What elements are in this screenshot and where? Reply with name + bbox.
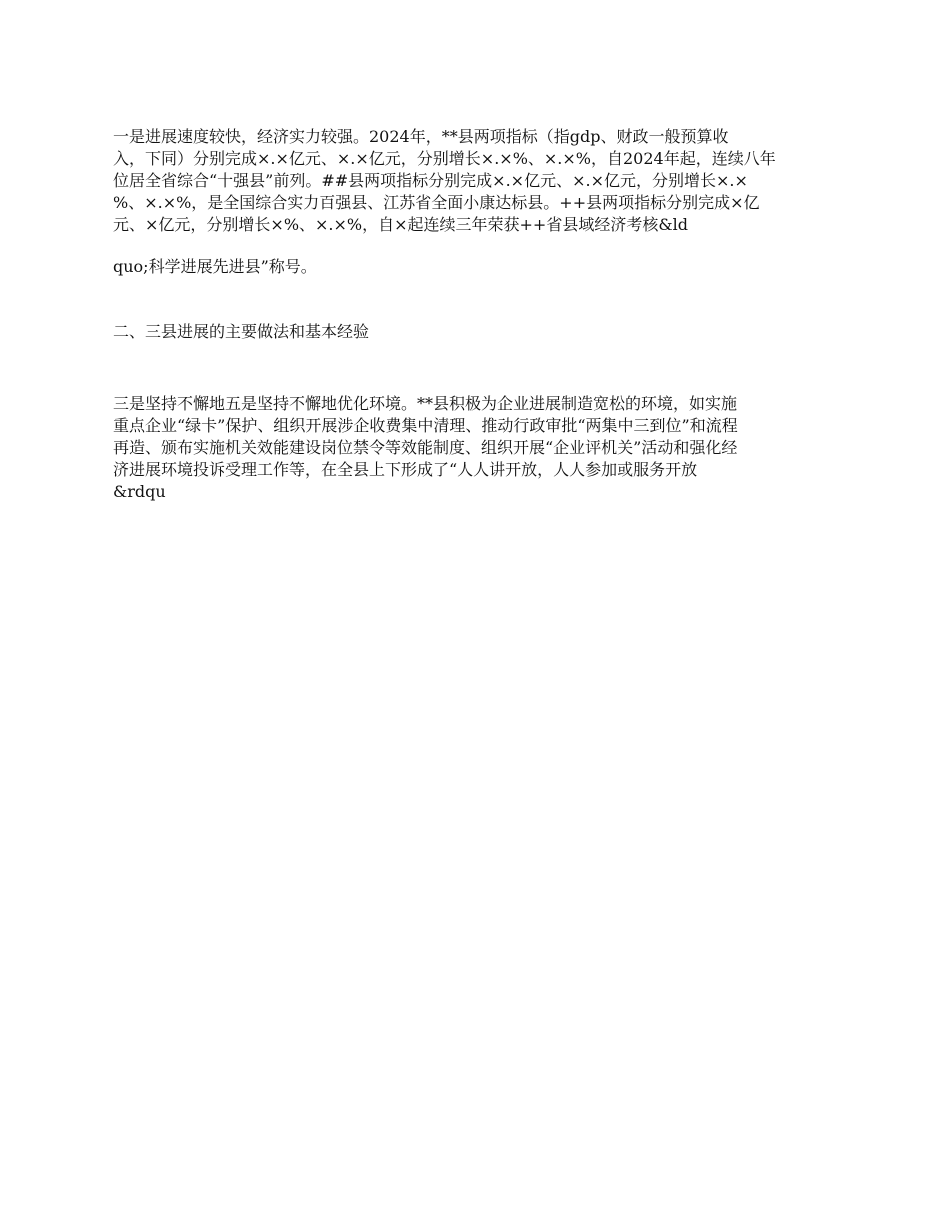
- paragraph-line: 一是进展速度较快，经济实力较强。2024年，**县两项指标（指gdp、财政一般预算收: [113, 127, 729, 146]
- paragraph-line: 三是坚持不懈地五是坚持不懈地优化环境。**县积极为企业进展制造宽松的环境，如实施: [113, 394, 738, 413]
- paragraph-line: 元、×亿元，分别增长×%、×.×%，自×起连续三年荣获++省县域经济考核&ld: [113, 215, 688, 234]
- paragraph-line: 入，下同）分别完成×.×亿元、×.×亿元，分别增长×.×%、×.×%，自2024年起，连续八年: [113, 149, 776, 168]
- section-heading: 二、三县进展的主要做法和基本经验: [113, 322, 370, 341]
- paragraph-line: 再造、颁布实施机关效能建设岗位禁令等效能制度、组织开展“企业评机关”活动和强化经: [113, 438, 738, 457]
- paragraph-line: %、×.×%，是全国综合实力百强县、江苏省全面小康达标县。++县两项指标分别完成×亿: [113, 193, 760, 212]
- paragraph-line: 位居全省综合“十强县”前列。##县两项指标分别完成×.×亿元、×.×亿元，分别增长×.×: [113, 171, 748, 190]
- paragraph-line: &rdqu: [113, 482, 166, 501]
- paragraph-2: quo;科学进展先进县”称号。: [113, 257, 317, 276]
- paragraph-line: 济进展环境投诉受理工作等，在全县上下形成了“人人讲开放，人人参加或服务开放: [113, 460, 698, 479]
- paragraph-line: 重点企业“绿卡”保护、组织开展涉企收费集中清理、推动行政审批“两集中三到位”和流程: [113, 416, 738, 435]
